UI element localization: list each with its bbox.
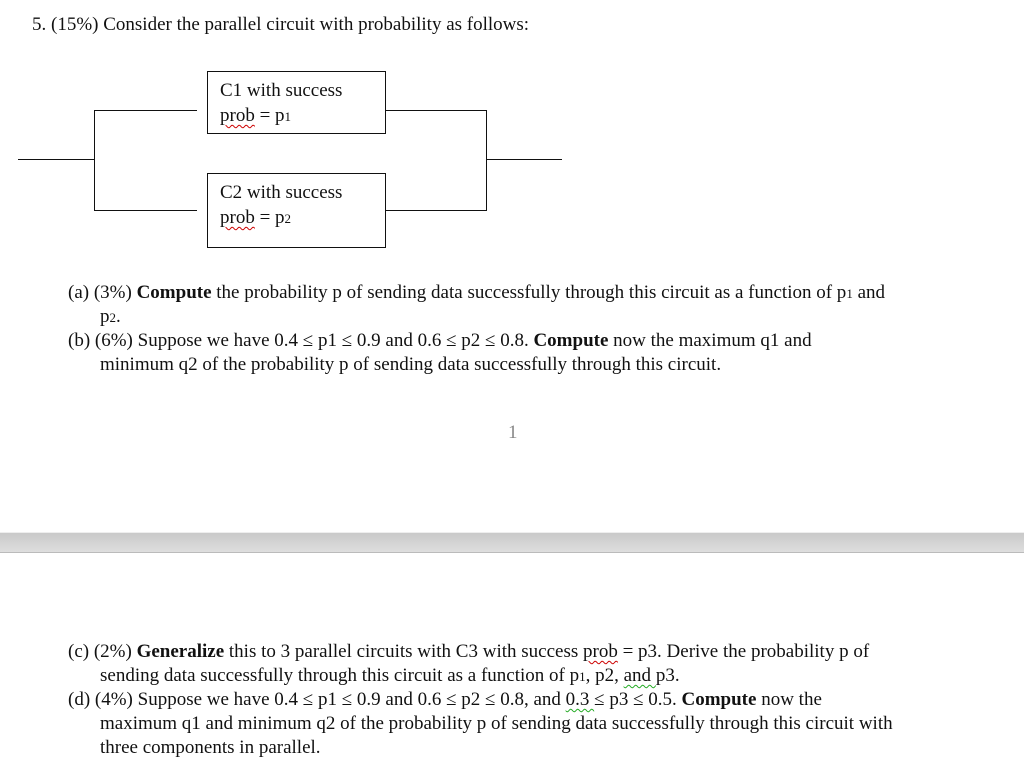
part-d-p3-low: 0.3 (565, 689, 595, 710)
part-a-label: (a) (3%) (68, 282, 137, 303)
part-a-and: and (852, 282, 885, 303)
part-c-label: (c) (2%) (68, 641, 137, 662)
part-b-text2: now the maximum q1 and (608, 330, 812, 351)
part-a-verb: Compute (136, 282, 212, 303)
wire-right (486, 159, 562, 160)
c2-sub: 2 (284, 211, 292, 226)
component-c2-box (207, 173, 386, 248)
part-d-line2: maximum q1 and minimum q2 of the probability p of sending data successfully through this circuit with (100, 713, 893, 734)
part-c-and: and (623, 665, 656, 686)
part-d-line3: three components in parallel. (100, 737, 321, 758)
c1-label: C1 with success (220, 80, 343, 101)
part-c-p3: p3. (655, 665, 680, 686)
c1-sub: 1 (284, 109, 292, 124)
part-a-sub: 1 (846, 286, 853, 301)
part-a-line2 (100, 306, 121, 329)
part-c-prob: prob (583, 641, 618, 662)
part-b-verb: Compute (533, 330, 609, 351)
part-a-end: . (116, 306, 121, 327)
c2-prob-word: prob (220, 207, 255, 228)
part-a-p: p (100, 306, 110, 327)
wire-left (18, 159, 95, 160)
part-b-line2: minimum q2 of the probability p of sending data successfully through this circuit. (100, 354, 722, 375)
c1-prob (220, 105, 291, 128)
part-b-text: (b) (6%) Suppose we have 0.4 ≤ p1 ≤ 0.9 and 0.6 ≤ p2 ≤ 0.8. (68, 330, 534, 351)
part-d-line1 (68, 689, 822, 711)
part-c-text4: , p2, (585, 665, 624, 686)
c1-eq: = p (254, 105, 285, 126)
c2-prob (220, 207, 291, 230)
part-d-text2: ≤ p3 ≤ 0.5. (594, 689, 682, 710)
wire-left-bottom (94, 210, 197, 211)
wire-left-top (94, 110, 197, 111)
part-c-line1 (68, 641, 869, 663)
wire-left-vertical (94, 110, 95, 211)
part-c-verb: Generalize (136, 641, 225, 662)
part-c-text2: = p3. Derive the probability p of (617, 641, 870, 662)
part-d-verb: Compute (681, 689, 757, 710)
part-c-sub: 1 (579, 669, 586, 684)
c2-eq: = p (254, 207, 285, 228)
page-break (0, 532, 1024, 553)
wire-right-bottom (385, 210, 487, 211)
part-a-sub2: 2 (109, 310, 116, 325)
question-title: 5. (15%) Consider the parallel circuit with probability as follows: (32, 14, 530, 35)
c1-prob-word: prob (220, 105, 255, 126)
wire-right-top (385, 110, 487, 111)
part-d-text3: now the (756, 689, 822, 710)
part-d-text: (d) (4%) Suppose we have 0.4 ≤ p1 ≤ 0.9 and 0.6 ≤ p2 ≤ 0.8, and (68, 689, 566, 710)
part-c-line2 (100, 665, 680, 688)
page-number: 1 (508, 422, 518, 443)
part-c-text3: sending data successfully through this circuit as a function of p (100, 665, 580, 686)
c2-label: C2 with success (220, 182, 343, 203)
part-a-text: the probability p of sending data successfully through this circuit as a function of p (211, 282, 847, 303)
part-a-line1 (68, 282, 885, 305)
part-b-line1 (68, 330, 812, 352)
wire-right-vertical (486, 110, 487, 211)
part-c-text: this to 3 parallel circuits with C3 with success (224, 641, 583, 662)
component-c1-box (207, 71, 386, 134)
